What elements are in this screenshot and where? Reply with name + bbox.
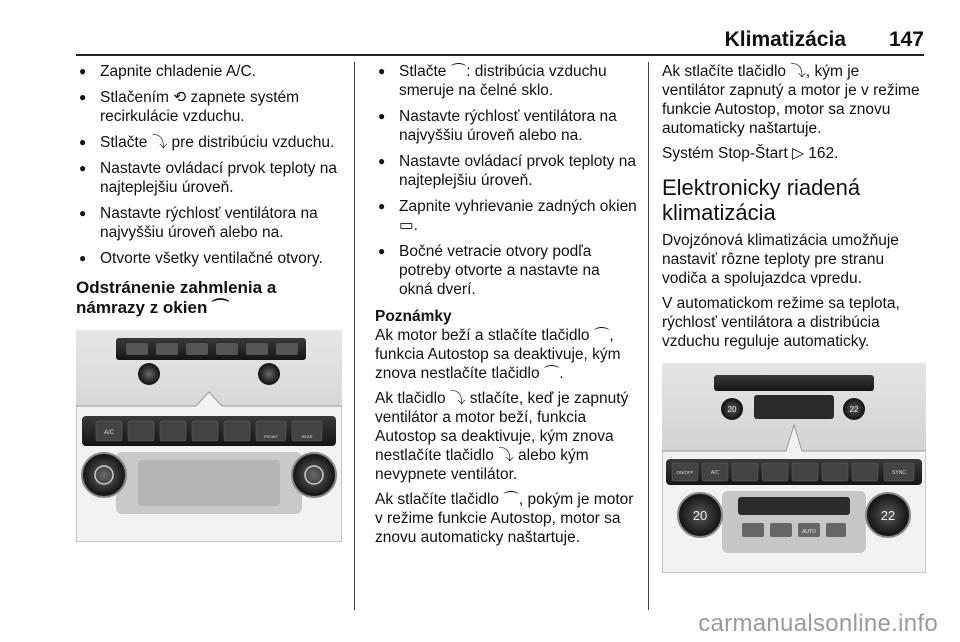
electronic-climate-illustration: [662, 363, 926, 573]
electronic-climate-panel-photo: [662, 363, 926, 573]
list-item: ● Nastavte rýchlosť ventilátora na najvyššiu úroveň alebo na.: [375, 107, 637, 145]
column-3: [662, 62, 924, 573]
header-rule: [76, 54, 924, 56]
paragraph: Ak stlačíte tlačidlo ⤵, kým je ventilátor zapnutý a motor je v režime funkcie Autostop, motor sa znovu automaticky naštartuje.: [662, 63, 920, 137]
list-item: ● Nastavte ovládací prvok teploty na najteplejšiu úroveň.: [76, 159, 344, 197]
column-divider: [648, 62, 649, 610]
list-item: ● Zapnite vyhrievanie zadných okien ▭.: [375, 197, 637, 235]
list-item: ● Nastavte ovládací prvok teploty na najteplejšiu úroveň.: [375, 152, 637, 190]
temp-left-knob: 20: [692, 508, 708, 523]
note-paragraph: Ak stlačíte tlačidlo ⌒, pokým je motor v režime funkcie Autostop, motor sa znovu automaticky naštartuje.: [375, 491, 634, 546]
climate-panel-photo: [76, 330, 342, 542]
list-item: ● Stlačením ⟲ zapnete systém recirkulácie vzduchu.: [76, 88, 344, 126]
list-item: ● Zapnite chladenie A/C.: [76, 62, 344, 81]
cross-reference: Systém Stop-Štart ▷ 162.: [662, 145, 839, 162]
temp-right-knob: 22: [880, 508, 896, 523]
section-title: Klimatizácia: [724, 28, 846, 51]
button-label-sync: SYNC: [892, 470, 906, 476]
column-divider: [354, 62, 355, 610]
watermark: carmanualsonline.info: [698, 610, 938, 637]
climate-panel-illustration: [76, 330, 342, 542]
button-label-on-off: ON/OFF: [676, 470, 694, 475]
list-item: ● Nastavte rýchlosť ventilátora na najvyššiu úroveň alebo na.: [76, 204, 344, 242]
subheading-defrost: Odstránenie zahmlenia a námrazy z okien ⌒: [76, 278, 277, 317]
paragraph: Dvojzónová klimatizácia umožňuje nastaviť rôzne teploty pre stranu vodiča a spolujazdca vpredu.: [662, 232, 899, 287]
temp-right-small: 22: [849, 405, 859, 414]
column-1: [76, 62, 344, 542]
button-label-front: FRONT: [264, 434, 278, 439]
page-number: 147: [888, 28, 924, 51]
list-item: ● Otvorte všetky ventilačné otvory.: [76, 249, 344, 268]
note-title: Poznámky: [375, 308, 452, 325]
list-item: ● Stlačte ⌒: distribúcia vzduchu smeruje na čelné sklo.: [375, 62, 637, 100]
section-heading: Elektronicky riadená klimatizácia: [662, 175, 861, 225]
button-label-ac: A/C: [710, 470, 720, 476]
page-header: [76, 28, 924, 52]
button-label-ac: A/C: [103, 430, 115, 436]
temp-left-small: 20: [727, 405, 737, 414]
column-2: [375, 62, 637, 553]
list-item: ● Stlačte ⤵ pre distribúciu vzduchu.: [76, 133, 344, 152]
bullet-list-1: [76, 62, 344, 268]
button-label-rear: REAR: [301, 434, 313, 439]
paragraph: V automatickom režime sa teplota, rýchlosť ventilátora a distribúcia vzduchu reguluje automaticky.: [662, 295, 900, 350]
button-label-auto: AUTO: [802, 529, 816, 535]
note-paragraph: Ak motor beží a stlačíte tlačidlo ⌒, funkcia Autostop sa deaktivuje, kým znova nestlačíte tlačidlo ⌒.: [375, 327, 621, 382]
note-paragraph: Ak tlačidlo ⤵ stlačíte, keď je zapnutý ventilátor a motor beží, funkcia Autostop sa deaktivuje, kým znova nestlačíte tlačidlo ⤵ alebo kým nevypnete ventilátor.: [375, 390, 629, 483]
list-item: ● Bočné vetracie otvory podľa potreby otvorte a nastavte na okná dverí.: [375, 242, 637, 299]
bullet-list-2: [375, 62, 637, 299]
